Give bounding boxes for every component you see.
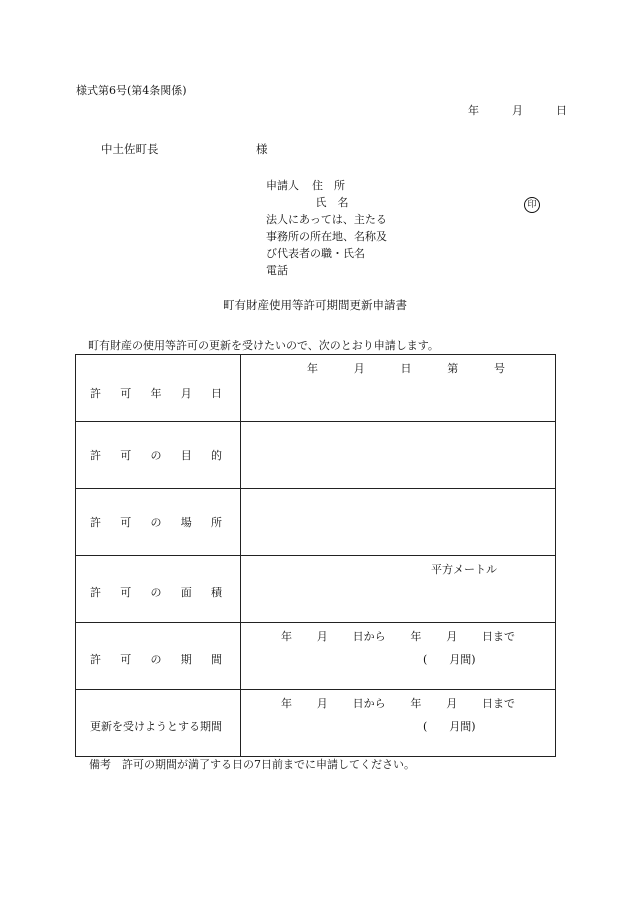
- area-label: 許 可 の 面 積: [90, 585, 222, 599]
- remarks-note: 備考 許可の期間が満了する日の7日前までに申請してください。: [89, 758, 415, 771]
- table-row: [76, 690, 556, 757]
- date-day: 日: [556, 104, 567, 117]
- applicant-label: 申請人: [266, 179, 299, 192]
- honorific: 様: [256, 142, 268, 156]
- label-cell: [76, 422, 241, 489]
- table-row: [76, 422, 556, 489]
- label-cell: [76, 489, 241, 556]
- corp-note-line1: 法人にあっては、主たる: [266, 213, 387, 226]
- place-label: 許 可 の 場 所: [90, 515, 222, 529]
- intro-text: 町有財産の使用等許可の更新を受けたいので、次のとおり申請します。: [88, 339, 439, 352]
- name-label: 氏 名: [315, 196, 349, 209]
- form-number: 様式第6号(第4条関係): [76, 84, 187, 97]
- label-cell: [76, 556, 241, 623]
- area-value[interactable]: [241, 556, 556, 623]
- area-unit: 平方メートル: [431, 563, 497, 576]
- table-row: [76, 355, 556, 422]
- date-line: [468, 105, 567, 116]
- renewal-period-value[interactable]: [241, 690, 556, 757]
- table-row: [76, 489, 556, 556]
- permit-date-label: 許 可 年 月 日: [90, 386, 222, 400]
- purpose-label: 許 可 の 目 的: [90, 448, 222, 462]
- table-row: [76, 556, 556, 623]
- renewal-period-label: 更新を受けようとする期間: [90, 719, 222, 733]
- label-cell: [76, 690, 241, 757]
- date-year: 年: [468, 104, 479, 117]
- applicant-address-row: [266, 180, 387, 197]
- date-month: 月: [512, 104, 523, 117]
- application-table: [75, 354, 556, 757]
- permit-date-placeholder: 年 月 日 第 号: [307, 362, 505, 375]
- permit-period-label: 許 可 の 期 間: [90, 652, 222, 666]
- permit-period-value[interactable]: [241, 623, 556, 690]
- applicant-name-row: [266, 197, 387, 214]
- seal-mark: 印: [524, 197, 540, 213]
- phone-label: 電話: [266, 264, 288, 277]
- permit-period-range: 年 月 日から 年 月 日まで: [281, 630, 515, 643]
- addressee: 中土佐町長: [101, 142, 159, 156]
- purpose-value[interactable]: [241, 422, 556, 489]
- renewal-period-months: ( 月間): [423, 720, 476, 733]
- place-value[interactable]: [241, 489, 556, 556]
- applicant-block: [266, 180, 387, 282]
- address-label: 住 所: [312, 179, 345, 192]
- table-row: [76, 623, 556, 690]
- label-cell: [76, 623, 241, 690]
- corp-note-line2: 事務所の所在地、名称及: [266, 230, 387, 243]
- label-cell: [76, 355, 241, 422]
- corp-note-line3: び代表者の職・氏名: [266, 247, 365, 260]
- document-title: 町有財産使用等許可期間更新申請書: [223, 298, 407, 312]
- renewal-period-range: 年 月 日から 年 月 日まで: [281, 697, 515, 710]
- permit-date-value[interactable]: [241, 355, 556, 422]
- permit-period-months: ( 月間): [423, 653, 476, 666]
